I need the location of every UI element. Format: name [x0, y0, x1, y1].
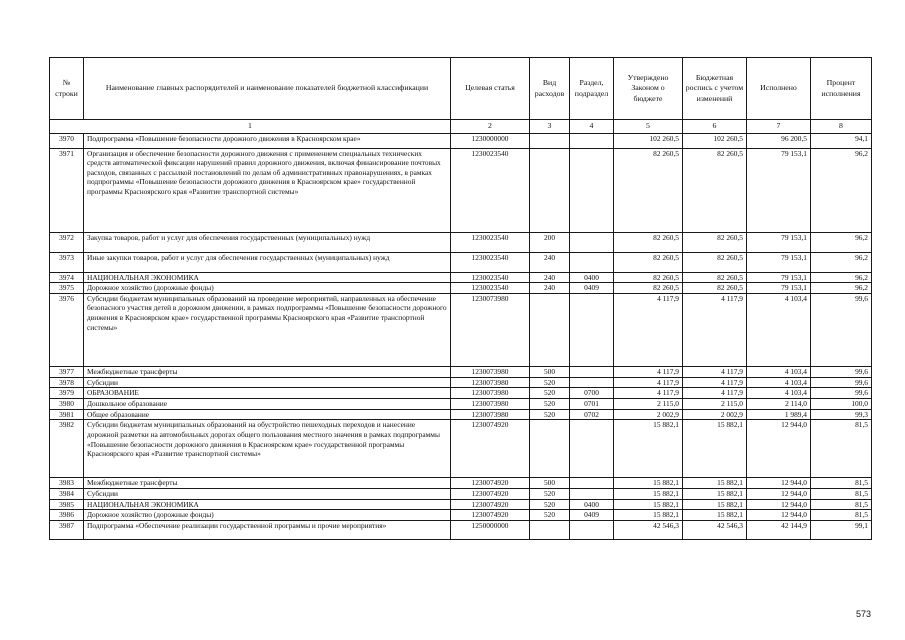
page-number: 573: [856, 609, 872, 619]
table-row: [50, 232, 872, 252]
row-percent: 99,6: [811, 388, 872, 399]
row-number: 3974: [50, 272, 84, 283]
table-row: [50, 488, 872, 499]
row-executed: 79 153,1: [747, 272, 811, 283]
row-name: Дорожное хозяйство (дорожные фонды): [84, 283, 451, 294]
row-budget-schedule: 102 260,5: [683, 133, 747, 148]
row-expense-type: 240: [530, 252, 570, 272]
row-executed: 12 944,0: [747, 478, 811, 489]
row-number: 3980: [50, 399, 84, 410]
row-section: 0400: [570, 272, 614, 283]
row-budget-schedule: 4 117,9: [683, 377, 747, 388]
row-number: 3971: [50, 148, 84, 232]
row-approved: 4 117,9: [614, 293, 683, 366]
row-section: [570, 252, 614, 272]
table-row: [50, 148, 872, 232]
row-section: [570, 377, 614, 388]
row-target-article: 1230023540: [451, 148, 530, 232]
row-number: 3987: [50, 520, 84, 539]
row-approved: 2 115,0: [614, 399, 683, 410]
row-target-article: 1230000000: [451, 133, 530, 148]
column-number-5: 5: [614, 120, 683, 134]
row-name: Субсидии: [84, 488, 451, 499]
row-expense-type: 520: [530, 409, 570, 420]
row-percent: 81,5: [811, 510, 872, 521]
row-target-article: 1230073980: [451, 409, 530, 420]
row-section: [570, 420, 614, 478]
row-budget-schedule: 15 882,1: [683, 478, 747, 489]
row-budget-schedule: 15 882,1: [683, 488, 747, 499]
row-expense-type: [530, 293, 570, 366]
row-executed: 4 103,4: [747, 366, 811, 377]
row-budget-schedule: 42 546,3: [683, 520, 747, 539]
row-number: 3982: [50, 420, 84, 478]
row-percent: 96,2: [811, 272, 872, 283]
row-expense-type: 520: [530, 510, 570, 521]
row-section: [570, 366, 614, 377]
row-budget-schedule: 4 117,9: [683, 293, 747, 366]
row-target-article: 1230073980: [451, 377, 530, 388]
row-percent: 99,6: [811, 366, 872, 377]
row-budget-schedule: 82 260,5: [683, 148, 747, 232]
row-section: 0400: [570, 499, 614, 510]
row-budget-schedule: 82 260,5: [683, 272, 747, 283]
row-approved: 15 882,1: [614, 488, 683, 499]
column-number-3: 3: [530, 120, 570, 134]
row-target-article: 1230073980: [451, 399, 530, 410]
column-number-6: 6: [683, 120, 747, 134]
table-row: [50, 388, 872, 399]
row-expense-type: 500: [530, 366, 570, 377]
row-percent: 99,1: [811, 520, 872, 539]
row-target-article: 1230023540: [451, 232, 530, 252]
row-name: Межбюджетные трансферты: [84, 478, 451, 489]
row-section: [570, 293, 614, 366]
row-name: Организация и обеспечение безопасности дорожного движения с применением специальных технических средств автоматической фиксации нарушений правил дорожного движения, включая финансирование почтовых расходов, связанных с рассылкой постановлений по делам об административных правонарушениях, в рамках подпрограммы «Повышение безопасности дорожного движения в Красноярском крае» государственной программы Красноярского края «Развитие транспортной системы»: [84, 148, 451, 232]
row-executed: 12 944,0: [747, 420, 811, 478]
header-budget-schedule: Бюджетная роспись с учетом изменений: [683, 58, 747, 120]
row-expense-type: 200: [530, 232, 570, 252]
row-section: 0700: [570, 388, 614, 399]
row-name: Субсидии бюджетам муниципальных образований на обустройство пешеходных переходов и нанесение дорожной разметки на автомобильных дорогах общего пользования местного значения в рамках подпрограммы «Повышение безопасности дорожного движения в Красноярском крае» государственной программы Красноярского края «Развитие транспортной системы»: [84, 420, 451, 478]
table-row: [50, 272, 872, 283]
row-percent: 94,1: [811, 133, 872, 148]
row-approved: 4 117,9: [614, 377, 683, 388]
row-number: 3979: [50, 388, 84, 399]
row-expense-type: 240: [530, 283, 570, 294]
row-budget-schedule: 15 882,1: [683, 499, 747, 510]
row-target-article: 1230074920: [451, 499, 530, 510]
row-budget-schedule: 2 115,0: [683, 399, 747, 410]
row-percent: 96,2: [811, 283, 872, 294]
row-budget-schedule: 4 117,9: [683, 366, 747, 377]
table-row: [50, 366, 872, 377]
row-section: 0701: [570, 399, 614, 410]
header-name: Наименование главных распорядителей и наименование показателей бюджетной классификации: [84, 58, 451, 120]
row-name: Общее образование: [84, 409, 451, 420]
row-name: ОБРАЗОВАНИЕ: [84, 388, 451, 399]
row-section: [570, 488, 614, 499]
row-target-article: 1230073980: [451, 293, 530, 366]
row-executed: 79 153,1: [747, 232, 811, 252]
row-section: 0702: [570, 409, 614, 420]
header-target-article: Целевая статья: [451, 58, 530, 120]
row-number: 3986: [50, 510, 84, 521]
row-approved: 15 882,1: [614, 478, 683, 489]
row-approved: 42 546,3: [614, 520, 683, 539]
row-budget-schedule: 82 260,5: [683, 252, 747, 272]
row-expense-type: [530, 133, 570, 148]
table-row: [50, 520, 872, 539]
row-approved: 82 260,5: [614, 272, 683, 283]
row-expense-type: 520: [530, 388, 570, 399]
row-approved: 2 002,9: [614, 409, 683, 420]
row-expense-type: 240: [530, 272, 570, 283]
row-name: Дорожное хозяйство (дорожные фонды): [84, 510, 451, 521]
column-number-1: 1: [50, 120, 451, 134]
row-approved: 4 117,9: [614, 388, 683, 399]
row-expense-type: 520: [530, 499, 570, 510]
row-number: 3973: [50, 252, 84, 272]
row-number: 3984: [50, 488, 84, 499]
row-executed: 4 103,4: [747, 388, 811, 399]
table-header-row: [50, 58, 872, 120]
row-name: Дошкольное образование: [84, 399, 451, 410]
row-approved: 15 882,1: [614, 510, 683, 521]
row-target-article: 1230074920: [451, 478, 530, 489]
row-approved: 15 882,1: [614, 420, 683, 478]
row-number: 3976: [50, 293, 84, 366]
row-number: 3970: [50, 133, 84, 148]
row-percent: 96,2: [811, 232, 872, 252]
row-executed: 4 103,4: [747, 293, 811, 366]
row-percent: 81,5: [811, 488, 872, 499]
header-row-number: № строки: [50, 58, 84, 120]
column-number-row: [50, 120, 872, 134]
row-target-article: 1230074920: [451, 488, 530, 499]
row-executed: 4 103,4: [747, 377, 811, 388]
row-name: Межбюджетные трансферты: [84, 366, 451, 377]
row-percent: 99,6: [811, 293, 872, 366]
row-percent: 81,5: [811, 478, 872, 489]
row-percent: 81,5: [811, 499, 872, 510]
table-row: [50, 478, 872, 489]
row-section: [570, 148, 614, 232]
row-percent: 99,6: [811, 377, 872, 388]
table-row: [50, 399, 872, 410]
row-approved: 102 260,5: [614, 133, 683, 148]
table-row: [50, 499, 872, 510]
row-percent: 81,5: [811, 420, 872, 478]
table-row: [50, 252, 872, 272]
row-percent: 96,2: [811, 148, 872, 232]
row-budget-schedule: 15 882,1: [683, 420, 747, 478]
row-section: [570, 133, 614, 148]
row-budget-schedule: 82 260,5: [683, 283, 747, 294]
row-expense-type: 520: [530, 399, 570, 410]
row-expense-type: 520: [530, 377, 570, 388]
row-approved: 82 260,5: [614, 148, 683, 232]
row-budget-schedule: 82 260,5: [683, 232, 747, 252]
header-executed: Исполнено: [747, 58, 811, 120]
header-approved: Утверждено Законом о бюджете: [614, 58, 683, 120]
row-executed: 12 944,0: [747, 488, 811, 499]
table-row: [50, 133, 872, 148]
row-number: 3985: [50, 499, 84, 510]
row-number: 3978: [50, 377, 84, 388]
row-number: 3972: [50, 232, 84, 252]
table-row: [50, 293, 872, 366]
row-executed: 12 944,0: [747, 499, 811, 510]
table-row: [50, 283, 872, 294]
row-target-article: 1230073980: [451, 366, 530, 377]
table-row: [50, 420, 872, 478]
row-expense-type: [530, 520, 570, 539]
row-number: 3981: [50, 409, 84, 420]
row-percent: 99,3: [811, 409, 872, 420]
column-number-8: 8: [811, 120, 872, 134]
row-section: [570, 232, 614, 252]
row-section: [570, 478, 614, 489]
header-percent: Процент исполнения: [811, 58, 872, 120]
row-percent: 96,2: [811, 252, 872, 272]
budget-execution-table: [49, 57, 872, 540]
row-budget-schedule: 2 002,9: [683, 409, 747, 420]
row-approved: 82 260,5: [614, 252, 683, 272]
row-budget-schedule: 15 882,1: [683, 510, 747, 521]
row-approved: 82 260,5: [614, 283, 683, 294]
row-target-article: 1230023540: [451, 252, 530, 272]
row-percent: 100,0: [811, 399, 872, 410]
row-number: 3983: [50, 478, 84, 489]
row-executed: 79 153,1: [747, 283, 811, 294]
row-approved: 4 117,9: [614, 366, 683, 377]
row-name: Иные закупки товаров, работ и услуг для обеспечения государственных (муниципальных) нужд: [84, 252, 451, 272]
row-executed: 79 153,1: [747, 148, 811, 232]
table-row: [50, 510, 872, 521]
header-expense-type: Вид расходов: [530, 58, 570, 120]
row-executed: 79 153,1: [747, 252, 811, 272]
table-row: [50, 409, 872, 420]
column-number-4: 4: [570, 120, 614, 134]
row-section: [570, 520, 614, 539]
row-budget-schedule: 4 117,9: [683, 388, 747, 399]
row-target-article: 1230073980: [451, 388, 530, 399]
row-name: Подпрограмма «Повышение безопасности дорожного движения в Красноярском крае»: [84, 133, 451, 148]
row-section: 0409: [570, 283, 614, 294]
table-row: [50, 377, 872, 388]
row-target-article: 1230074920: [451, 510, 530, 521]
row-approved: 82 260,5: [614, 232, 683, 252]
row-executed: 2 114,0: [747, 399, 811, 410]
row-executed: 1 989,4: [747, 409, 811, 420]
row-name: Подпрограмма «Обеспечение реализации государственной программы и прочие мероприятия»: [84, 520, 451, 539]
row-section: 0409: [570, 510, 614, 521]
row-target-article: 1230074920: [451, 420, 530, 478]
column-number-7: 7: [747, 120, 811, 134]
table-body: [50, 133, 872, 539]
row-number: 3977: [50, 366, 84, 377]
row-expense-type: 500: [530, 478, 570, 489]
header-section: Раздел, подраздел: [570, 58, 614, 120]
row-number: 3975: [50, 283, 84, 294]
row-executed: 12 944,0: [747, 510, 811, 521]
row-name: Субсидии: [84, 377, 451, 388]
row-executed: 96 200,5: [747, 133, 811, 148]
row-name: Субсидии бюджетам муниципальных образований на проведение мероприятий, направленных на обеспечение безопасного участия детей в дорожном движении, в рамках подпрограммы «Повышение безопасности дорожного движения в Красноярском крае» государственной программы Красноярского края «Развитие транспортной системы»: [84, 293, 451, 366]
row-name: НАЦИОНАЛЬНАЯ ЭКОНОМИКА: [84, 272, 451, 283]
row-executed: 42 144,9: [747, 520, 811, 539]
row-name: Закупка товаров, работ и услуг для обеспечения государственных (муниципальных) нужд: [84, 232, 451, 252]
row-target-article: 1230023540: [451, 283, 530, 294]
row-target-article: 1250000000: [451, 520, 530, 539]
column-number-2: 2: [451, 120, 530, 134]
row-expense-type: [530, 148, 570, 232]
row-expense-type: 520: [530, 488, 570, 499]
row-target-article: 1230023540: [451, 272, 530, 283]
row-approved: 15 882,1: [614, 499, 683, 510]
row-expense-type: [530, 420, 570, 478]
row-name: НАЦИОНАЛЬНАЯ ЭКОНОМИКА: [84, 499, 451, 510]
